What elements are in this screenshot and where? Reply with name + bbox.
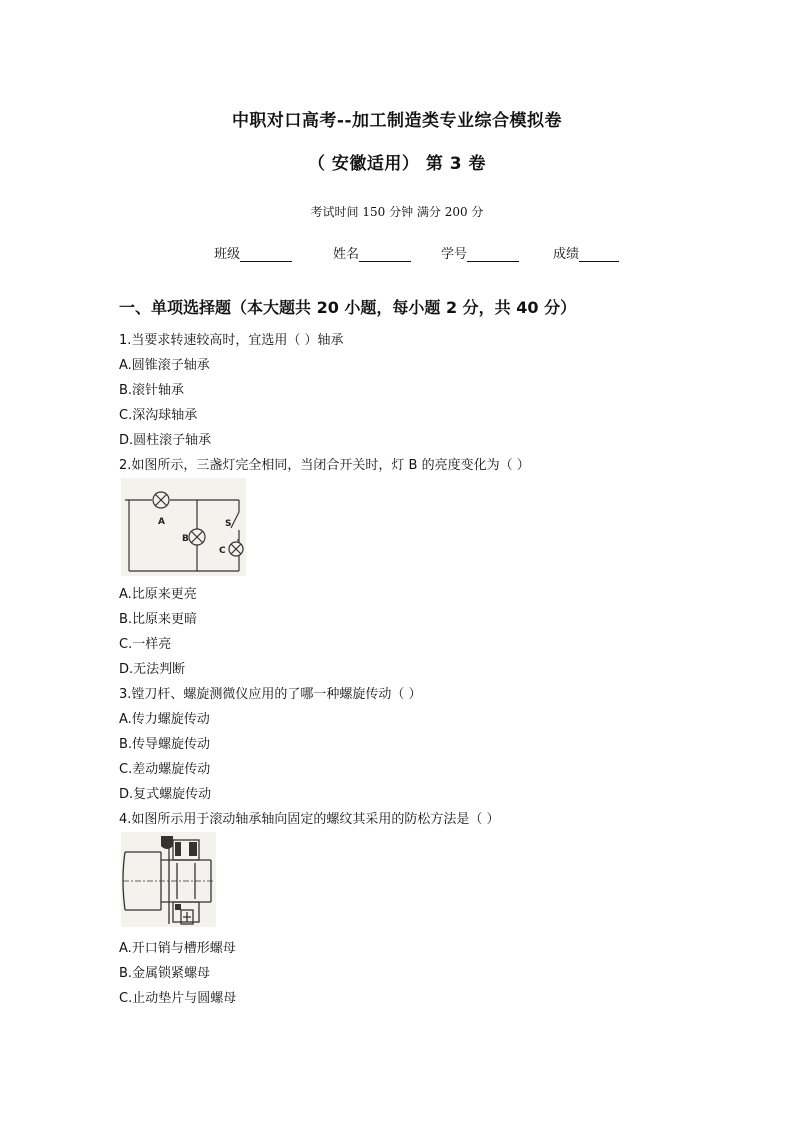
question-3-option-d: D.复式螺旋传动 bbox=[119, 787, 212, 802]
question-4-option-a: A.开口销与槽形螺母 bbox=[119, 941, 236, 956]
question-4-option-b: B.金属锁紧螺母 bbox=[119, 966, 211, 981]
class-blank bbox=[240, 247, 292, 262]
lamp-a bbox=[153, 492, 169, 508]
question-3-stem: 3.镗刀杆、螺旋测微仪应用的了哪一种螺旋传动（ ） bbox=[119, 687, 422, 702]
name-field bbox=[333, 243, 411, 262]
question-4-stem: 4.如图所示用于滚动轴承轴向固定的螺纹其采用的防松方法是（ ） bbox=[119, 812, 500, 827]
section-title: 一、单项选择题（本大题共 20 小题，每小题 2 分，共 40 分） bbox=[119, 298, 577, 317]
circuit-label-b: B bbox=[182, 534, 189, 544]
question-2-option-c: C.一样亮 bbox=[119, 637, 172, 652]
circuit-diagram bbox=[121, 478, 246, 576]
id-label: 学号 bbox=[441, 247, 468, 262]
lamp-c bbox=[229, 542, 243, 556]
question-2-option-b: B.比原来更暗 bbox=[119, 612, 198, 627]
question-1-stem: 1.当要求转速较高时，宜选用（ ）轴承 bbox=[119, 333, 344, 348]
class-field bbox=[214, 243, 292, 262]
score-blank bbox=[579, 247, 619, 262]
question-3-option-b: B.传导螺旋传动 bbox=[119, 737, 211, 752]
question-3-option-a: A.传力螺旋传动 bbox=[119, 712, 210, 727]
document-title: 中职对口高考--加工制造类专业综合模拟卷 bbox=[231, 111, 563, 131]
student-info-row bbox=[0, 243, 794, 263]
document-subtitle: （ 安徽适用） 第 3 卷 bbox=[307, 154, 486, 174]
question-3-option-c: C.差动螺旋传动 bbox=[119, 762, 211, 777]
exam-meta: 考试时间 150 分钟 满分 200 分 bbox=[310, 205, 484, 219]
id-blank bbox=[467, 247, 519, 262]
bearing-lock-diagram bbox=[121, 832, 216, 927]
score-label: 成绩 bbox=[553, 247, 580, 262]
question-1-option-d: D.圆柱滚子轴承 bbox=[119, 433, 212, 448]
question-4-option-c: C.止动垫片与圆螺母 bbox=[119, 991, 237, 1006]
score-field bbox=[553, 243, 619, 262]
lamp-b bbox=[189, 529, 205, 545]
question-1-option-b: B.滚针轴承 bbox=[119, 383, 185, 398]
question-2-stem: 2.如图所示，三盏灯完全相同，当闭合开关时，灯 B 的亮度变化为（ ） bbox=[119, 458, 530, 473]
question-1-option-a: A.圆锥滚子轴承 bbox=[119, 358, 210, 373]
id-field bbox=[441, 243, 519, 262]
name-label: 姓名 bbox=[333, 247, 360, 262]
question-1-option-c: C.深沟球轴承 bbox=[119, 408, 198, 423]
circuit-label-c: C bbox=[219, 546, 226, 556]
circuit-label-a: A bbox=[158, 517, 165, 527]
class-label: 班级 bbox=[214, 247, 241, 262]
name-blank bbox=[359, 247, 411, 262]
question-2-option-d: D.无法判断 bbox=[119, 662, 186, 677]
question-2-option-a: A.比原来更亮 bbox=[119, 587, 197, 602]
circuit-label-s: S bbox=[225, 519, 232, 529]
